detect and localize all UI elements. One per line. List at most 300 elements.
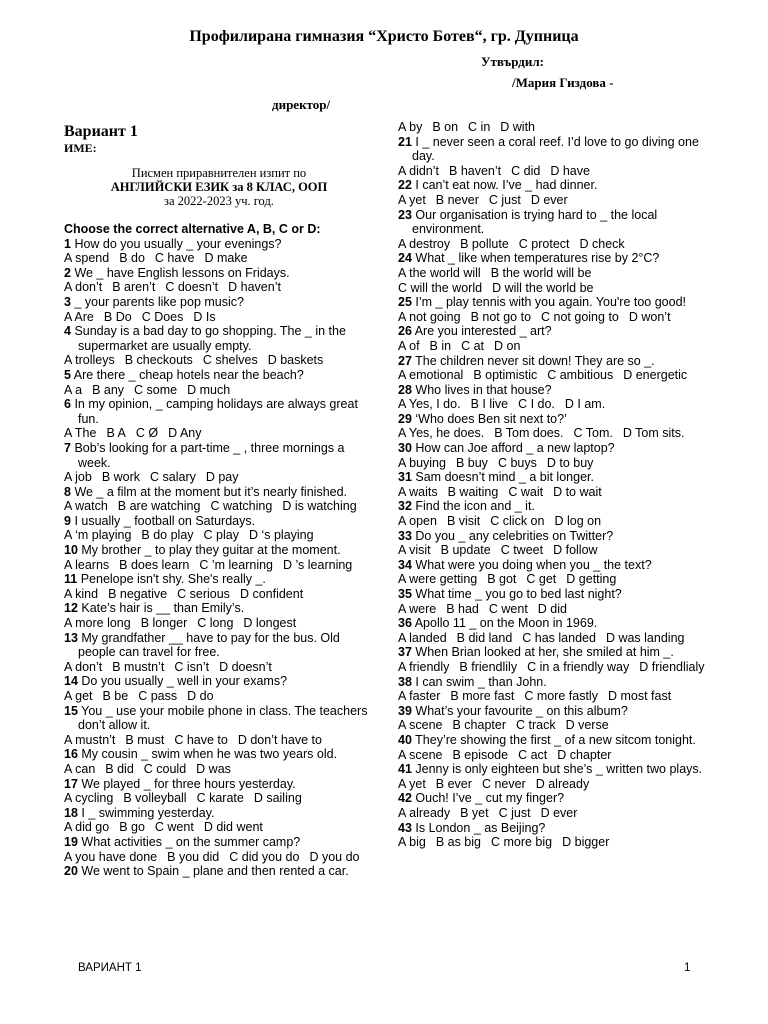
- answer-option[interactable]: A watch: [64, 499, 108, 514]
- answer-option[interactable]: D pay: [205, 470, 239, 485]
- question-stem: [64, 835, 374, 850]
- approved-label: Утвърдил:: [481, 54, 544, 69]
- answer-option[interactable]: D did went: [203, 820, 263, 835]
- answer-option[interactable]: B not go to: [470, 309, 532, 324]
- answer-options: [398, 543, 718, 558]
- question-text: We went to Spain _ plane and then rented a car.: [81, 864, 349, 879]
- answer-option[interactable]: A more long: [64, 616, 131, 631]
- question-item: [398, 383, 718, 412]
- answer-options: [398, 748, 718, 763]
- question-stem: [398, 645, 718, 660]
- answer-option[interactable]: D you do: [309, 849, 360, 864]
- answer-option[interactable]: C more fastly: [524, 689, 598, 704]
- answer-option[interactable]: B did: [105, 761, 134, 776]
- school-title: Профилирана гимназия “Христо Ботев“, гр. Дупница: [189, 28, 579, 45]
- answer-option[interactable]: B update: [440, 543, 491, 558]
- question-text: The children never sit down! They are so _.: [415, 353, 655, 368]
- question-text: Is London _ as Beijing?: [415, 820, 546, 835]
- answer-option[interactable]: B visit: [446, 514, 481, 529]
- answer-option[interactable]: A can: [64, 761, 96, 776]
- answer-option[interactable]: D most fast: [607, 689, 672, 704]
- question-stem: [398, 178, 718, 193]
- answer-option[interactable]: C went: [488, 601, 528, 616]
- question-stem: [64, 441, 374, 470]
- answer-option[interactable]: B you did: [167, 849, 220, 864]
- question-text: We _ have English lessons on Fridays.: [74, 265, 290, 280]
- answer-options: [64, 689, 374, 704]
- answer-option[interactable]: A big: [398, 835, 426, 850]
- question-text: Are there _ cheap hotels near the beach?: [73, 367, 304, 382]
- question-stem: [398, 251, 718, 266]
- answer-option[interactable]: D have: [550, 163, 590, 178]
- answer-option[interactable]: A Yes, I do.: [398, 397, 461, 412]
- answer-option[interactable]: C more big: [490, 835, 553, 850]
- question-stem: [398, 821, 718, 836]
- question-stem: [398, 704, 718, 719]
- answer-option[interactable]: B pollute: [460, 236, 509, 251]
- answer-options: [398, 368, 718, 383]
- answer-option[interactable]: A scene: [398, 718, 443, 733]
- answer-option[interactable]: D I am.: [564, 397, 606, 412]
- question-stem: [64, 674, 374, 689]
- question-item: [64, 777, 374, 806]
- answer-option[interactable]: D bigger: [562, 835, 610, 850]
- answer-option[interactable]: D Is: [193, 309, 216, 324]
- answer-option[interactable]: C Does: [141, 309, 184, 324]
- answer-option[interactable]: B more fast: [450, 689, 515, 704]
- question-stem: [64, 295, 374, 310]
- answer-option[interactable]: D friendlialy: [639, 659, 705, 674]
- answer-option[interactable]: D was: [196, 761, 231, 776]
- question-number: 1: [64, 236, 71, 251]
- answer-option[interactable]: A spend: [64, 251, 110, 266]
- question-item: [398, 558, 718, 587]
- answer-option[interactable]: C have: [154, 251, 195, 266]
- answer-options: [64, 280, 374, 295]
- question-number: 2: [64, 265, 71, 280]
- answer-option[interactable]: C serious: [177, 586, 230, 601]
- answer-option[interactable]: C did: [511, 163, 541, 178]
- answer-option[interactable]: A the world will: [398, 265, 481, 280]
- question-item: [398, 733, 718, 762]
- question-item: [398, 821, 718, 850]
- answer-option[interactable]: A learns: [64, 557, 110, 572]
- answer-option[interactable]: C not going to: [541, 309, 619, 324]
- answer-options: [398, 835, 718, 850]
- answer-option[interactable]: B work: [101, 470, 141, 485]
- answer-option[interactable]: C salary: [150, 470, 196, 485]
- question-number: 34: [398, 557, 412, 572]
- answer-option[interactable]: B aren’t: [112, 280, 156, 295]
- answer-option[interactable]: C doesn’t: [165, 280, 219, 295]
- answer-option[interactable]: C tweet: [500, 543, 544, 558]
- question-item: [64, 485, 374, 514]
- answer-option[interactable]: A not going: [398, 309, 461, 324]
- answer-option[interactable]: C buys: [497, 455, 537, 470]
- answer-option[interactable]: C went: [154, 820, 194, 835]
- answer-option[interactable]: A emotional: [398, 368, 464, 383]
- answer-option[interactable]: B ever: [435, 776, 472, 791]
- answer-option[interactable]: C wait: [508, 484, 544, 499]
- question-item: [64, 747, 374, 776]
- question-text: We _ a film at the moment but it’s nearly finished.: [74, 484, 348, 499]
- answer-option[interactable]: A faster: [398, 689, 441, 704]
- answer-option[interactable]: B friendlily: [459, 659, 518, 674]
- answer-options: [64, 587, 374, 602]
- answer-option[interactable]: C shelves: [202, 353, 258, 368]
- answer-option[interactable]: B A: [106, 426, 126, 441]
- answer-option[interactable]: D much: [187, 382, 231, 397]
- answer-option[interactable]: A didn’t: [398, 163, 440, 178]
- question-item: [398, 704, 718, 733]
- answer-option[interactable]: B got: [487, 572, 517, 587]
- question-item: [398, 470, 718, 499]
- question-stem: [64, 572, 374, 587]
- answer-option[interactable]: C could: [143, 761, 187, 776]
- answer-options: [398, 631, 718, 646]
- answer-option[interactable]: C Ø: [135, 426, 159, 441]
- answer-option[interactable]: B do play: [141, 528, 194, 543]
- answer-option[interactable]: B the world will be: [490, 265, 592, 280]
- question-stem: [64, 397, 374, 426]
- answer-options: [64, 820, 374, 835]
- answer-option[interactable]: C watching: [210, 499, 273, 514]
- answer-option[interactable]: A friendly: [398, 659, 450, 674]
- answer-option[interactable]: A open: [398, 514, 437, 529]
- question-stem: [64, 237, 374, 252]
- answer-options: [64, 558, 374, 573]
- answer-option[interactable]: B any: [92, 382, 125, 397]
- answer-option[interactable]: C play: [203, 528, 239, 543]
- question-text: Are you interested _ art?: [414, 324, 552, 339]
- answer-option[interactable]: B I live: [470, 397, 509, 412]
- answer-option[interactable]: D ’s learning: [283, 557, 353, 572]
- question-text: Find the icon and _ it.: [415, 499, 535, 514]
- answer-option[interactable]: D did: [537, 601, 567, 616]
- question-item: [64, 237, 374, 266]
- answer-option[interactable]: B waiting: [447, 484, 499, 499]
- answer-option[interactable]: B are watching: [117, 499, 201, 514]
- question-number: 31: [398, 470, 412, 485]
- answer-option[interactable]: D already: [535, 776, 590, 791]
- question-item: [398, 441, 718, 470]
- answer-option[interactable]: A were: [398, 601, 437, 616]
- answer-option[interactable]: A kind: [64, 586, 99, 601]
- answer-option[interactable]: A scene: [398, 747, 443, 762]
- question-text: I usually _ football on Saturdays.: [74, 513, 256, 528]
- answer-option[interactable]: A ‘m playing: [64, 528, 132, 543]
- question-stem: [398, 354, 718, 369]
- answer-options: [398, 689, 718, 704]
- answer-option[interactable]: D do: [187, 689, 214, 703]
- answer-options: [64, 733, 374, 748]
- question-item: [64, 543, 374, 572]
- answer-option[interactable]: B Do: [103, 309, 132, 324]
- question-stem: [64, 601, 374, 616]
- answer-option[interactable]: C ’m learning: [199, 557, 273, 572]
- question-stem: [398, 135, 718, 164]
- answer-option[interactable]: C click on: [490, 514, 545, 529]
- question-text: You _ use your mobile phone in class. The teachers don’t allow it.: [78, 703, 368, 733]
- answer-option[interactable]: A a: [64, 382, 83, 397]
- question-text: How do you usually _ your evenings?: [74, 236, 282, 251]
- answer-option[interactable]: B longer: [140, 616, 188, 631]
- answer-options: [398, 397, 718, 412]
- answer-option[interactable]: D was landing: [605, 630, 685, 645]
- answer-option[interactable]: A you have done: [64, 849, 158, 864]
- question-text: My brother _ to play they guitar at the moment.: [81, 543, 341, 558]
- answer-option[interactable]: B be: [102, 689, 129, 703]
- answer-option[interactable]: D ever: [530, 192, 568, 207]
- exam-line-3: за 2022-2023 уч. год.: [164, 194, 274, 208]
- answer-option[interactable]: C ambitious: [547, 368, 614, 383]
- answer-option[interactable]: D verse: [565, 718, 609, 733]
- question-item: [64, 295, 374, 324]
- answer-option[interactable]: B in: [429, 338, 452, 353]
- answer-options: [398, 456, 718, 471]
- question-number: 39: [398, 703, 412, 718]
- answer-option[interactable]: D ever: [540, 805, 578, 820]
- answer-options: [398, 572, 718, 587]
- answer-option[interactable]: D with: [500, 120, 536, 134]
- answer-option[interactable]: C have to: [174, 732, 228, 747]
- answer-option[interactable]: C long: [197, 616, 234, 631]
- answer-options: [64, 660, 374, 675]
- answer-options: [398, 514, 718, 529]
- question-stem: [398, 558, 718, 573]
- answer-option[interactable]: A already: [398, 805, 451, 820]
- answer-option[interactable]: D ‘s playing: [248, 528, 314, 543]
- answer-option[interactable]: A by: [398, 120, 423, 134]
- answer-option[interactable]: D on: [494, 338, 521, 353]
- question-item: [64, 514, 374, 543]
- answer-option[interactable]: C will the world: [398, 280, 483, 295]
- answer-option[interactable]: C just: [488, 192, 521, 207]
- answer-option[interactable]: B mustn’t: [112, 659, 165, 674]
- answer-option[interactable]: C has landed: [522, 630, 596, 645]
- answer-option[interactable]: B do: [119, 251, 145, 266]
- question-text: Our organisation is trying hard to _ the local environment.: [412, 207, 658, 237]
- answer-option[interactable]: C in: [468, 120, 491, 134]
- question-number: 7: [64, 440, 71, 455]
- question-stem: [64, 324, 374, 353]
- answer-option[interactable]: A waits: [398, 484, 438, 499]
- question-text: Sunday is a bad day to go shopping. The _ in the supermarket are usually empty.: [74, 324, 346, 353]
- question-stem: [398, 616, 718, 631]
- question-number: 42: [398, 791, 412, 806]
- answer-option[interactable]: B had: [446, 601, 479, 616]
- question-number: 40: [398, 732, 412, 747]
- question-number: 43: [398, 820, 412, 835]
- answer-option[interactable]: B must: [125, 732, 165, 747]
- answer-option[interactable]: D Tom sits.: [622, 426, 685, 441]
- answer-options: [398, 485, 718, 500]
- answer-option[interactable]: B as big: [435, 835, 481, 850]
- answer-option[interactable]: A Are: [64, 309, 94, 324]
- question-list-right: [398, 120, 718, 850]
- answer-option[interactable]: D won’t: [628, 309, 671, 324]
- question-text: How can Joe afford _ a new laptop?: [415, 441, 615, 456]
- question-text: Do you _ any celebrities on Twitter?: [415, 528, 614, 543]
- answer-option[interactable]: D energetic: [623, 368, 688, 383]
- answer-option[interactable]: D log on: [554, 514, 602, 529]
- answer-option[interactable]: D haven’t: [228, 280, 281, 295]
- question-text: What time _ you go to bed last night?: [415, 587, 622, 601]
- answer-option[interactable]: B does learn: [119, 557, 190, 572]
- instructions: Choose the correct alternative A, B, C or D:: [64, 222, 321, 236]
- answer-option[interactable]: A job: [64, 470, 92, 485]
- question-item: [398, 645, 718, 674]
- question-text: What were you doing when you _ the text?: [415, 557, 652, 572]
- question-number: 26: [398, 324, 412, 339]
- answer-option[interactable]: D longest: [243, 616, 297, 631]
- question-text: I _ never seen a coral reef. I’d love to go diving one day.: [412, 134, 699, 164]
- question-stem: [64, 864, 374, 879]
- question-item: [398, 529, 718, 558]
- question-text: What’s your favourite _ on this album?: [415, 703, 628, 718]
- question-number: 6: [64, 397, 71, 412]
- answer-option[interactable]: D is watching: [282, 499, 357, 514]
- answer-option[interactable]: B negative: [108, 586, 168, 601]
- answer-option[interactable]: A cycling: [64, 791, 114, 806]
- answer-option[interactable]: C in a friendly way: [527, 659, 630, 674]
- answer-option[interactable]: B go: [119, 820, 145, 835]
- answer-option[interactable]: A mustn’t: [64, 732, 116, 747]
- question-item: [398, 499, 718, 528]
- answer-option[interactable]: A destroy: [398, 236, 451, 251]
- answer-option[interactable]: C did you do: [229, 849, 300, 864]
- question-item: [398, 791, 718, 820]
- answer-option[interactable]: C never: [481, 776, 526, 791]
- question-number: 11: [64, 572, 78, 587]
- question-stem: [398, 529, 718, 544]
- answer-option[interactable]: D sailing: [253, 791, 302, 806]
- question-number: 33: [398, 528, 412, 543]
- answer-option[interactable]: B Tom does.: [494, 426, 564, 441]
- question-item: [398, 675, 718, 704]
- answer-option[interactable]: A yet: [398, 776, 426, 791]
- question-number: 41: [398, 762, 412, 777]
- answer-option[interactable]: A get: [64, 689, 93, 703]
- question-list-left: [64, 237, 374, 879]
- question-number: 28: [398, 382, 412, 397]
- answer-option[interactable]: D baskets: [267, 353, 324, 368]
- question-text: They’re showing the first _ of a new sitcom tonight.: [415, 732, 696, 747]
- answer-option[interactable]: C act: [518, 747, 548, 762]
- question-stem: [398, 762, 718, 777]
- question-stem: [64, 514, 374, 529]
- question-number: 9: [64, 513, 71, 528]
- question-text: My cousin _ swim when he was two years old.: [81, 747, 338, 762]
- answer-option[interactable]: C pass: [138, 689, 178, 703]
- question-number: 21: [398, 134, 412, 149]
- answer-option[interactable]: A buying: [398, 455, 446, 470]
- answer-option[interactable]: C karate: [196, 791, 244, 806]
- question-stem: [398, 208, 718, 237]
- answer-option[interactable]: C I do.: [518, 397, 555, 412]
- answer-options: [398, 718, 718, 733]
- question-text: What activities _ on the summer camp?: [81, 834, 301, 849]
- question-stem: [398, 295, 718, 310]
- answer-option[interactable]: D chapter: [557, 747, 612, 762]
- footer-variant: ВАРИАНТ 1: [78, 962, 142, 974]
- answer-option[interactable]: A visit: [398, 543, 431, 558]
- answer-option[interactable]: B yet: [460, 805, 489, 820]
- question-text: My grandfather __ have to pay for the bus. Old people can travel for free.: [78, 630, 340, 660]
- answer-options: [64, 616, 374, 631]
- answer-option[interactable]: C Tom.: [573, 426, 613, 441]
- answer-option[interactable]: C just: [498, 805, 531, 820]
- answer-options: [398, 339, 718, 354]
- answer-option[interactable]: B checkouts: [124, 353, 193, 368]
- question-item: [64, 397, 374, 441]
- answer-option[interactable]: D to wait: [553, 484, 602, 499]
- answer-option[interactable]: A of: [398, 338, 420, 353]
- answer-option[interactable]: A did go: [64, 820, 110, 835]
- answer-option[interactable]: B did land: [456, 630, 513, 645]
- answer-option[interactable]: D to buy: [546, 455, 594, 470]
- answer-option[interactable]: D confident: [239, 586, 304, 601]
- answer-option[interactable]: C some: [134, 382, 178, 397]
- answer-option[interactable]: A were getting: [398, 572, 478, 587]
- answer-option[interactable]: B episode: [452, 747, 509, 762]
- answer-option[interactable]: D follow: [553, 543, 598, 558]
- question-item: [398, 354, 718, 383]
- answer-option[interactable]: A yet: [398, 192, 426, 207]
- answer-option[interactable]: D don’t have to: [237, 732, 322, 747]
- answer-option[interactable]: C at: [461, 338, 485, 353]
- answer-option[interactable]: B haven’t: [449, 163, 502, 178]
- answer-option[interactable]: B chapter: [452, 718, 506, 733]
- answer-option[interactable]: C track: [516, 718, 556, 733]
- question-stem: [398, 441, 718, 456]
- answer-options: [64, 353, 374, 368]
- answer-option[interactable]: D doesn’t: [219, 659, 272, 674]
- answer-option[interactable]: C get: [526, 572, 557, 587]
- question-number: 22: [398, 178, 412, 193]
- answer-option[interactable]: A The: [64, 426, 97, 441]
- answer-options: [398, 193, 718, 208]
- right-column: [398, 120, 718, 850]
- answer-option[interactable]: D Any: [168, 426, 202, 441]
- answer-option[interactable]: D will the world be: [492, 280, 594, 295]
- answer-option[interactable]: D getting: [566, 572, 617, 587]
- answer-option[interactable]: B buy: [455, 455, 488, 470]
- answer-option[interactable]: D check: [579, 236, 625, 251]
- question-text: I can swim _ than John.: [415, 674, 547, 689]
- answer-option[interactable]: A Yes, he does.: [398, 426, 485, 441]
- question-number: 32: [398, 499, 412, 514]
- answer-option[interactable]: B never: [435, 192, 479, 207]
- answer-option[interactable]: A don’t: [64, 659, 103, 674]
- question-item: [64, 368, 374, 397]
- answer-options: [398, 310, 718, 325]
- answer-option[interactable]: B volleyball: [123, 791, 187, 806]
- answer-option[interactable]: C isn’t: [174, 659, 210, 674]
- answer-option[interactable]: A don’t: [64, 280, 103, 295]
- answer-option[interactable]: D make: [204, 251, 248, 266]
- answer-option[interactable]: C protect: [518, 236, 570, 251]
- answer-option[interactable]: A trolleys: [64, 353, 115, 368]
- question-stem: [64, 777, 374, 792]
- answer-option[interactable]: B on: [432, 120, 459, 134]
- answer-option[interactable]: A landed: [398, 630, 447, 645]
- question-item: [64, 266, 374, 295]
- question-item: [64, 835, 374, 864]
- answer-option[interactable]: B optimistic: [473, 368, 538, 383]
- question-text: Kate’s hair is __ than Emily’s.: [81, 601, 245, 616]
- question-text: In my opinion, _ camping holidays are always great fun.: [74, 397, 358, 426]
